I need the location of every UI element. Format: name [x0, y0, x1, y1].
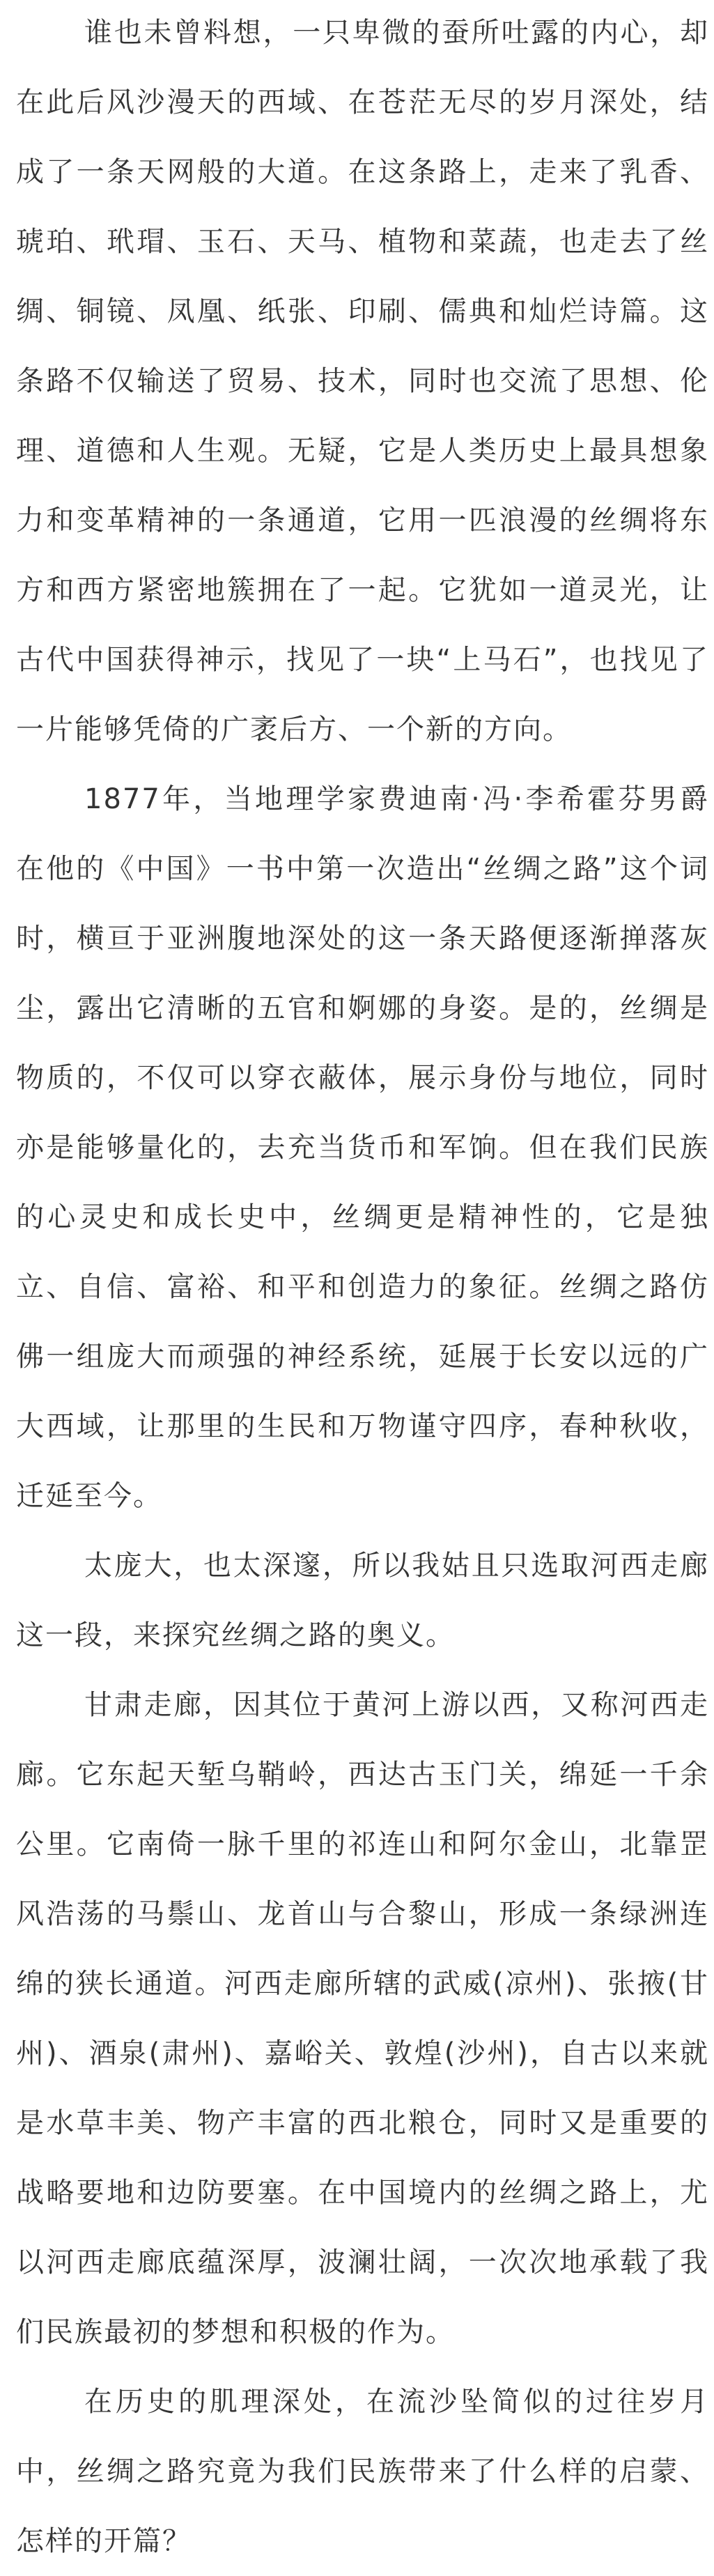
text-line: 时，横亘于亚洲腹地深处的这一条天路便逐渐掸落灰: [16, 923, 709, 955]
text-line: 方和西方紧密地簇拥在了一起。它犹如一道灵光，让: [16, 574, 709, 606]
text-line: 这一段，来探究丝绸之路的奥义。: [16, 1619, 455, 1651]
text-line: 绵的狭长通道。河西走廊所辖的武威(凉州)、张掖(甘: [16, 1968, 709, 2000]
text-line: 1877年，当地理学家费迪南·冯·李希霍芬男爵: [84, 783, 709, 815]
text-line: 公里。它南倚一脉千里的祁连山和阿尔金山，北靠罡: [16, 1828, 709, 1860]
text-line: 理、道德和人生观。无疑，它是人类历史上最具想象: [16, 435, 709, 467]
text-line: 迁延至今。: [16, 1480, 162, 1512]
text-line: 立、自信、富裕、和平和创造力的象征。丝绸之路仿: [16, 1271, 709, 1303]
text-line: 古代中国获得神示，找见了一块“上马石”，也找见了: [16, 644, 709, 676]
text-line: 琥珀、玳瑁、玉石、天马、植物和菜蔬，也走去了丝: [16, 226, 709, 258]
text-line: 绸、铜镜、凤凰、纸张、印刷、儒典和灿烂诗篇。这: [16, 295, 709, 327]
text-line: 们民族最初的梦想和积极的作为。: [16, 2316, 455, 2348]
text-line: 廊。它东起天堑乌鞘岭，西达古玉门关，绵延一千余: [16, 1759, 709, 1791]
paragraph-closing-question: [16, 2367, 709, 2576]
text-line: 成了一条天网般的大道。在这条路上，走来了乳香、: [16, 156, 709, 188]
text-line: 在他的《中国》一书中第一次造出“丝绸之路”这个词: [16, 853, 709, 885]
text-line: 一片能够凭倚的广袤后方、一个新的方向。: [16, 714, 572, 746]
text-line: 中，丝绸之路究竟为我们民族带来了什么样的启蒙、: [16, 2455, 709, 2488]
text-line: 在此后风沙漫天的西域、在苍茫无尽的岁月深处，结: [16, 86, 709, 118]
text-line: 风浩荡的马鬃山、龙首山与合黎山，形成一条绿洲连: [16, 1898, 709, 1930]
text-line: 物质的，不仅可以穿衣蔽体，展示身份与地位，同时: [16, 1062, 709, 1094]
text-line: 是水草丰美、物产丰富的西北粮仓，同时又是重要的: [16, 2107, 709, 2139]
text-line: 甘肃走廊，因其位于黄河上游以西，又称河西走: [84, 1689, 709, 1721]
text-line: 亦是能够量化的，去充当货币和军饷。但在我们民族: [16, 1132, 709, 1164]
text-line: 怎样的开篇？: [16, 2525, 192, 2557]
paragraph-hexi-intro: [16, 1531, 709, 1670]
text-line: 佛一组庞大而顽强的神经系统，延展于长安以远的广: [16, 1341, 709, 1373]
text-line: 州)、酒泉(肃州)、嘉峪关、敦煌(沙州)，自古以来就: [16, 2037, 709, 2069]
text-line: 力和变革精神的一条通道，它用一匹浪漫的丝绸将东: [16, 504, 709, 537]
text-line: 战略要地和边防要塞。在中国境内的丝绸之路上，尤: [16, 2177, 709, 2209]
paragraph-gansu-corridor: [16, 1670, 709, 2367]
text-line: 的心灵史和成长史中，丝绸更是精神性的，它是独: [16, 1201, 709, 1233]
text-line: 在历史的肌理深处，在流沙坠简似的过往岁月: [84, 2386, 709, 2418]
text-line: 太庞大，也太深邃，所以我姑且只选取河西走廊: [84, 1550, 709, 1582]
text-line: 谁也未曾料想，一只卑微的蚕所吐露的内心，却: [84, 17, 709, 49]
text-line: 以河西走廊底蕴深厚，波澜壮阔，一次次地承载了我: [16, 2246, 709, 2278]
text-line: 大西域，让那里的生民和万物谨守四序，春种秋收，: [16, 1410, 709, 1442]
paragraph-richthofen: [16, 764, 709, 1531]
text-line: 尘，露出它清晰的五官和婀娜的身姿。是的，丝绸是: [16, 992, 709, 1024]
paragraph-silk-origin: [16, 0, 709, 764]
text-line: 条路不仅输送了贸易、技术，同时也交流了思想、伦: [16, 365, 709, 397]
